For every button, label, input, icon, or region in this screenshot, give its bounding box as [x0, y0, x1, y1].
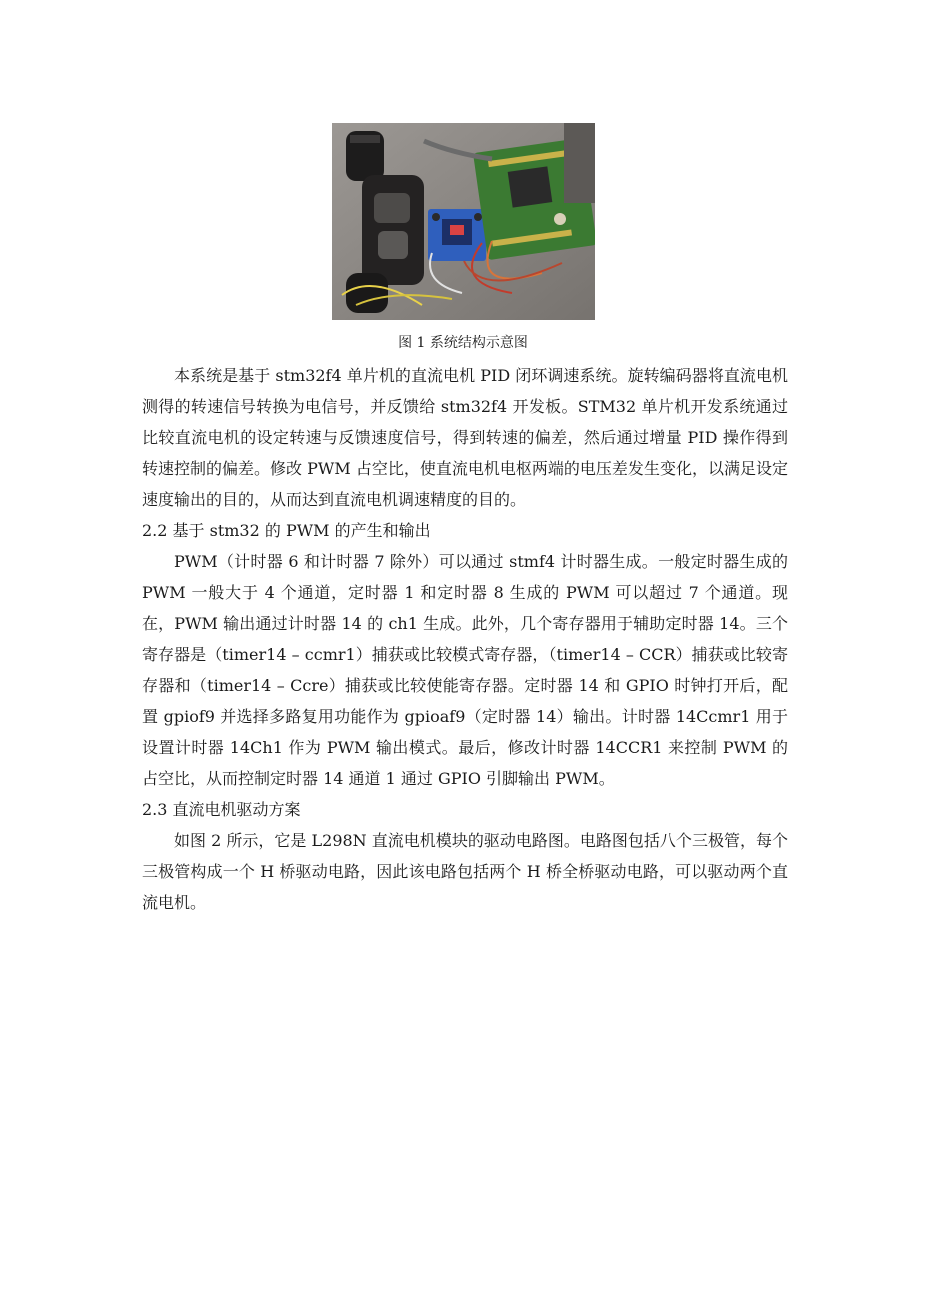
- figure-1-caption: 图 1 系统结构示意图: [398, 335, 528, 351]
- paragraph-driver: 如图 2 所示，它是 L298N 直流电机模块的驱动电路图。电路图包括八个三极管，每个三极管构成一个 H 桥驱动电路，因此该电路包括两个 H 桥全桥驱动电路，可以驱动两个直流电机。: [142, 831, 788, 912]
- heading-section-2-3: 2.3 直流电机驱动方案: [142, 800, 301, 819]
- document-body: [142, 360, 788, 918]
- system-photo-illustration: [332, 123, 595, 320]
- paragraph-pwm: PWM（计时器 6 和计时器 7 除外）可以通过 stmf4 计时器生成。一般定时器生成的 PWM 一般大于 4 个通道，定时器 1 和定时器 8 生成的 PWM 可以超过 7 个通道。现在，PWM 输出通过计时器 14 的 ch1 生成。此外，几个寄存器用于辅助定时器 14。三个寄存器是（timer14 – ccmr1）捕获或比较模式寄存器，（timer14 – CCR）捕获或比较寄存器和（timer14 – Ccre）捕获或比较使能寄存器。定时器 14 和 GPIO 时钟打开后，配置 gpiof9 并选择多路复用功能作为 gpioaf9（定时器 14）输出。计时器 14Ccmr1 用于设置计时器 14Ch1 作为 PWM 输出模式。最后，修改计时器 14CCR1 来控制 PWM 的占空比，从而控制定时器 14 通道 1 通过 GPIO 引脚输出 PWM。: [142, 552, 788, 788]
- figure-system-photo: [332, 123, 595, 320]
- heading-section-2-2: 2.2 基于 stm32 的 PWM 的产生和输出: [142, 521, 431, 540]
- paragraph-system-overview: 本系统是基于 stm32f4 单片机的直流电机 PID 闭环调速系统。旋转编码器将直流电机测得的转速信号转换为电信号，并反馈给 stm32f4 开发板。STM32 单片机开发系统通过比较直流电机的设定转速与反馈速度信号，得到转速的偏差，然后通过增量 PID 操作得到转速控制的偏差。修改 PWM 占空比，使直流电机电枢两端的电压差发生变化，以满足设定速度输出的目的，从而达到直流电机调速精度的目的。: [142, 366, 788, 509]
